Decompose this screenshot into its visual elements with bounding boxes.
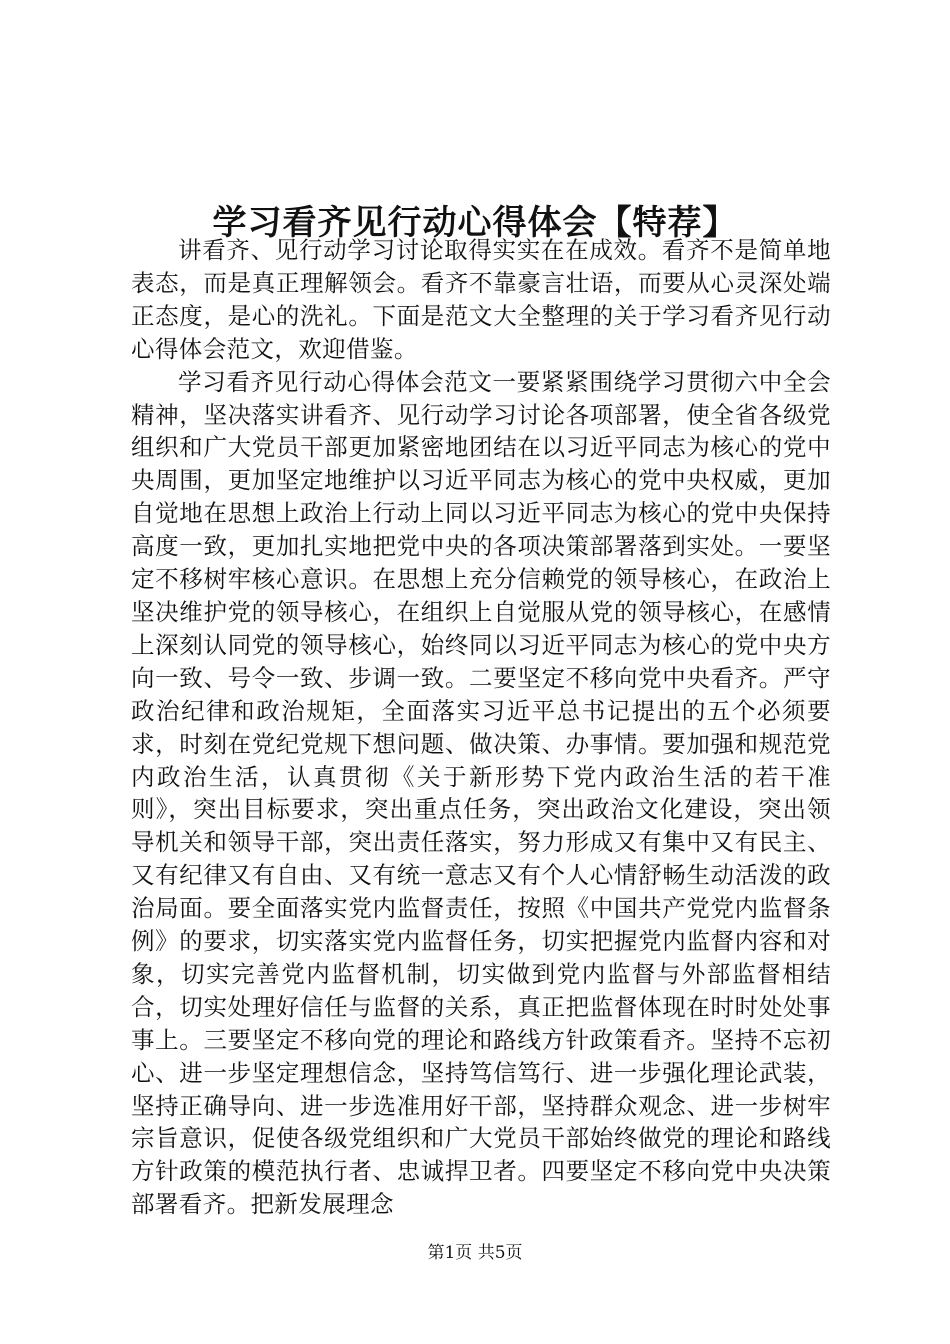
- document-title: 学习看齐见行动心得体会【特荐】: [212, 202, 738, 243]
- page-number-footer: 第1页 共5页: [427, 1243, 523, 1263]
- intro-paragraph: 讲看齐、见行动学习讨论取得实实在在成效。看齐不是简单地表态，而是真正理解领会。看齐不靠豪言壮语，而要从心灵深处端正态度，是心的洗礼。下面是范文大全整理的关于学习看齐见行动心得体会范文，欢迎借鉴。: [131, 236, 831, 363]
- body-paragraph: 学习看齐见行动心得体会范文一要紧紧围绕学习贯彻六中全会精神，坚决落实讲看齐、见行动学习讨论各项部署，使全省各级党组织和广大党员干部更加紧密地团结在以习近平同志为核心的党中央周围，更加坚定地维护以习近平同志为核心的党中央权威，更加自觉地在思想上政治上行动上同以习近平同志为核心的党中央保持高度一致，更加扎实地把党中央的各项决策部署落到实处。一要坚定不移树牢核心意识。在思想上充分信赖党的领导核心，在政治上坚决维护党的领导核心，在组织上自觉服从党的领导核心，在感情上深刻认同党的领导核心，始终同以习近平同志为核心的党中央方向一致、号令一致、步调一致。二要坚定不移向党中央看齐。严守政治纪律和政治规矩，全面落实习近平总书记提出的五个必须要求，时刻在党纪党规下想问题、做决策、办事情。要加强和规范党内政治生活，认真贯彻《关于新形势下党内政治生活的若干准则》，突出目标要求，突出重点任务，突出政治文化建设，突出领导机关和领导干部，突出责任落实，努力形成又有集中又有民主、又有纪律又有自由、又有统一意志又有个人心情舒畅生动活泼的政治局面。要全面落实党内监督责任，按照《中国共产党党内监督条例》的要求，切实落实党内监督任务，切实把握党内监督内容和对象，切实完善党内监督机制，切实做到党内监督与外部监督相结合，切实处理好信任与监督的关系，真正把监督体现在时时处处事事上。三要坚定不移向党的理论和路线方针政策看齐。坚持不忘初心、进一步坚定理想信念，坚持笃信笃行、进一步强化理论武装，坚持正确导向、进一步选准用好干部，坚持群众观念、进一步树牢宗旨意识，促使各级党组织和广大党员干部始终做党的理论和路线方针政策的模范执行者、忠诚捍卫者。四要坚定不移向党中央决策部署看齐。把新发展理念: [131, 367, 831, 1219]
- document-body: [131, 234, 831, 1221]
